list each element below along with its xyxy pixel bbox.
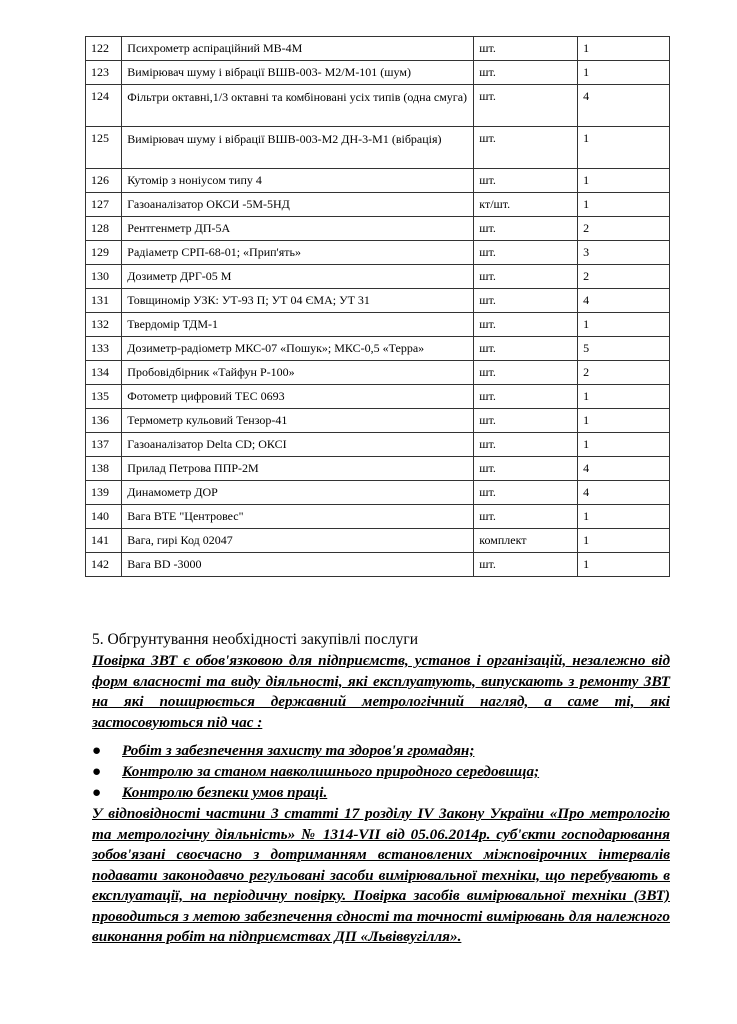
row-unit: шт. [474, 433, 578, 457]
row-unit: шт. [474, 337, 578, 361]
section-title: 5. Обгрунтування необхідності закупівлі послуги [92, 631, 419, 648]
row-quantity: 1 [578, 385, 670, 409]
table-row [86, 217, 670, 241]
table-row [86, 457, 670, 481]
row-name: Динамометр ДОР [122, 481, 474, 505]
table-row [86, 169, 670, 193]
table-row [86, 127, 670, 169]
row-number: 125 [86, 127, 122, 169]
row-quantity: 1 [578, 529, 670, 553]
row-quantity: 3 [578, 241, 670, 265]
row-name: Кутомір з ноніусом типу 4 [122, 169, 474, 193]
table-row [86, 85, 670, 127]
table-row [86, 505, 670, 529]
row-quantity: 4 [578, 457, 670, 481]
row-quantity: 5 [578, 337, 670, 361]
row-unit: кт/шт. [474, 193, 578, 217]
row-number: 130 [86, 265, 122, 289]
row-unit: шт. [474, 289, 578, 313]
row-unit: комплект [474, 529, 578, 553]
row-unit: шт. [474, 85, 578, 127]
row-number: 129 [86, 241, 122, 265]
equipment-table [85, 36, 670, 577]
row-name: Дозиметр ДРГ-05 М [122, 265, 474, 289]
row-unit: шт. [474, 457, 578, 481]
row-unit: шт. [474, 481, 578, 505]
row-number: 141 [86, 529, 122, 553]
table-row [86, 313, 670, 337]
table-row [86, 553, 670, 577]
bullet-dot-icon: ● [92, 742, 102, 759]
bullet-dot-icon: ● [92, 784, 102, 801]
bullet-dot-icon: ● [92, 763, 102, 780]
row-quantity: 2 [578, 217, 670, 241]
row-quantity: 1 [578, 553, 670, 577]
row-unit: шт. [474, 553, 578, 577]
row-number: 135 [86, 385, 122, 409]
table-row [86, 289, 670, 313]
table-row [86, 481, 670, 505]
row-number: 131 [86, 289, 122, 313]
row-quantity: 2 [578, 265, 670, 289]
row-unit: шт. [474, 505, 578, 529]
row-quantity: 1 [578, 127, 670, 169]
row-quantity: 1 [578, 313, 670, 337]
row-quantity: 4 [578, 289, 670, 313]
row-quantity: 1 [578, 193, 670, 217]
row-quantity: 1 [578, 61, 670, 85]
row-number: 140 [86, 505, 122, 529]
row-quantity: 4 [578, 85, 670, 127]
row-name: Вага ВТЕ "Центровес" [122, 505, 474, 529]
row-unit: шт. [474, 37, 578, 61]
row-unit: шт. [474, 61, 578, 85]
row-quantity: 1 [578, 433, 670, 457]
equipment-table-body [86, 37, 670, 577]
row-unit: шт. [474, 361, 578, 385]
row-number: 137 [86, 433, 122, 457]
row-number: 124 [86, 85, 122, 127]
row-number: 123 [86, 61, 122, 85]
table-row [86, 37, 670, 61]
table-row [86, 409, 670, 433]
row-name: Вимірювач шуму і вібрації ВШВ-003-М2 ДН-3-М1 (вібрація) [122, 127, 474, 169]
row-name: Вага, гирі Код 02047 [122, 529, 474, 553]
paragraph-obligation: Повірка ЗВТ є обов'язковою для підприємств, установ і організацій, незалежно від форм власності та виду діяльності, які експлуатують, випускають з ремонту ЗВТ на які поширюється державний метрологічний нагляд, а саме ті, які застосовуються під час : [92, 652, 670, 731]
row-name: Фільтри октавні,1/3 октавні та комбіновані усіх типів (одна смуга) [122, 85, 474, 127]
table-row [86, 61, 670, 85]
row-name: Радіаметр СРП-68-01; «Прип'ять» [122, 241, 474, 265]
row-unit: шт. [474, 169, 578, 193]
row-number: 136 [86, 409, 122, 433]
bullet-text: Робіт з забезпечення захисту та здоров'я громадян; [122, 742, 475, 759]
bullet-item [92, 740, 652, 761]
row-number: 134 [86, 361, 122, 385]
row-number: 139 [86, 481, 122, 505]
row-quantity: 1 [578, 169, 670, 193]
row-quantity: 4 [578, 481, 670, 505]
row-name: Фотометр цифровий ТЕС 0693 [122, 385, 474, 409]
row-name: Товщиномір УЗК: УТ-93 П; УТ 04 ЄМА; УТ 31 [122, 289, 474, 313]
row-quantity: 1 [578, 505, 670, 529]
row-name: Газоаналізатор ОКСИ -5М-5НД [122, 193, 474, 217]
bullet-text: Контролю за станом навколишнього природного середовища; [122, 763, 540, 780]
row-unit: шт. [474, 409, 578, 433]
bullet-item [92, 782, 652, 803]
row-name: Газоаналізатор Delta CD; ОКСІ [122, 433, 474, 457]
table-row [86, 241, 670, 265]
row-name: Вимірювач шуму і вібрації ВШВ-003- М2/М-101 (шум) [122, 61, 474, 85]
bullet-list [92, 740, 652, 803]
bullet-item [92, 761, 652, 782]
row-name: Дозиметр-радіометр МКС-07 «Пошук»; МКС-0,5 «Терра» [122, 337, 474, 361]
row-quantity: 1 [578, 37, 670, 61]
table-row [86, 361, 670, 385]
row-number: 126 [86, 169, 122, 193]
row-number: 122 [86, 37, 122, 61]
row-name: Твердомір ТДМ-1 [122, 313, 474, 337]
table-row [86, 337, 670, 361]
row-number: 138 [86, 457, 122, 481]
table-row [86, 433, 670, 457]
row-name: Рентгенметр ДП-5А [122, 217, 474, 241]
row-name: Пробовідбірник «Тайфун Р-100» [122, 361, 474, 385]
row-number: 127 [86, 193, 122, 217]
row-name: Прилад Петрова ППР-2М [122, 457, 474, 481]
row-name: Вага BD -3000 [122, 553, 474, 577]
row-number: 128 [86, 217, 122, 241]
row-number: 133 [86, 337, 122, 361]
row-unit: шт. [474, 385, 578, 409]
table-row [86, 265, 670, 289]
row-unit: шт. [474, 241, 578, 265]
row-number: 132 [86, 313, 122, 337]
bullet-text: Контролю безпеки умов праці. [122, 784, 328, 801]
row-unit: шт. [474, 127, 578, 169]
table-row [86, 193, 670, 217]
row-unit: шт. [474, 217, 578, 241]
paragraph-law-reference: У відповідності частини 3 статті 17 розділу IV Закону України «Про метрологію та метрологічну діяльність» № 1314-VII від 05.06.2014р. суб'єкти господарювання зобов'язані своєчасно з дотриманням встановлених міжповірочних інтервалів подавати законодавчо регульовані засоби вимірювальної техніки, що перебувають в експлуатації, на періодичну повірку. Повірка засобів вимірювальної техніки (ЗВТ) проводиться з метою забезпечення єдності та точності вимірювань для належного виконання робіт на підприємствах ДП «Львіввугілля». [92, 805, 670, 945]
table-row [86, 385, 670, 409]
row-name: Термометр кульовий Тензор-41 [122, 409, 474, 433]
row-unit: шт. [474, 265, 578, 289]
row-name: Психрометр аспіраційний МВ-4М [122, 37, 474, 61]
row-number: 142 [86, 553, 122, 577]
row-quantity: 2 [578, 361, 670, 385]
table-row [86, 529, 670, 553]
row-quantity: 1 [578, 409, 670, 433]
row-unit: шт. [474, 313, 578, 337]
